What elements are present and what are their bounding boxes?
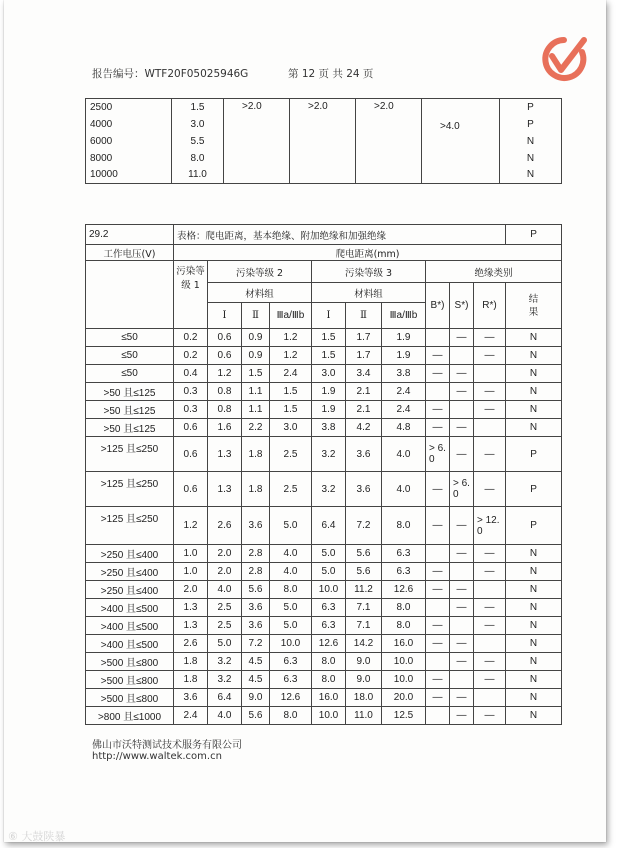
value-cell: —	[426, 635, 450, 653]
value-cell: 0.9	[242, 329, 270, 347]
table-row	[86, 99, 562, 116]
value-cell: —	[426, 365, 450, 383]
material-iii: Ⅲa/Ⅲb	[270, 303, 312, 329]
value-cell: 2.0	[174, 581, 208, 599]
result-cell: P	[506, 507, 562, 545]
value-cell: 2.4	[174, 707, 208, 725]
value-cell: 3.6	[346, 472, 382, 507]
value-cell	[450, 347, 474, 365]
value-cell: —	[426, 617, 450, 635]
value-cell: > 12. 0	[474, 507, 506, 545]
value-cell: 5.0	[270, 507, 312, 545]
pollution-degree-2-header: 污染等级 2	[208, 261, 312, 283]
value-cell: 3.8	[312, 419, 346, 437]
value-cell: 1.7	[346, 329, 382, 347]
value-cell: —	[450, 383, 474, 401]
value-cell: —	[426, 347, 450, 365]
voltage-cell: 6000	[86, 133, 172, 150]
value-cell: —	[426, 671, 450, 689]
value-cell: 6.3	[312, 599, 346, 617]
value-cell: 2.6	[208, 507, 242, 545]
value-cell: 2.5	[208, 617, 242, 635]
voltage-cell: 8000	[86, 150, 172, 167]
result-cell: N	[506, 545, 562, 563]
value-cell: 1.0	[174, 545, 208, 563]
value-cell: —	[474, 653, 506, 671]
value-cell: —	[426, 401, 450, 419]
value-cell: 8.0	[382, 599, 426, 617]
clause-number: 29.2	[86, 225, 174, 245]
voltage-cell: >500 且≤800	[86, 653, 174, 671]
value-cell: 7.2	[242, 635, 270, 653]
value-cell: 4.0	[270, 563, 312, 581]
value-cell: —	[426, 689, 450, 707]
report-number: 报告编号：WTF20F05025946G	[92, 68, 249, 80]
threshold-cell: >2.0	[356, 99, 422, 184]
value-cell	[474, 365, 506, 383]
table-row	[86, 329, 562, 347]
value-cell: 8.0	[312, 671, 346, 689]
value-cell: 12.6	[270, 689, 312, 707]
table-row	[86, 401, 562, 419]
value-cell: —	[450, 653, 474, 671]
value-cell: 1.3	[208, 437, 242, 472]
value-cell	[426, 599, 450, 617]
value-cell: —	[450, 707, 474, 725]
value-cell: 1.8	[174, 653, 208, 671]
value-cell: —	[474, 617, 506, 635]
value-cell: —	[474, 707, 506, 725]
value-cell: 18.0	[346, 689, 382, 707]
value-cell: —	[474, 437, 506, 472]
value-cell: 0.2	[174, 329, 208, 347]
result-cell: N	[506, 365, 562, 383]
value-cell: 5.6	[346, 545, 382, 563]
value-cell: —	[474, 472, 506, 507]
value-cell: 12.6	[382, 581, 426, 599]
result-cell: N	[506, 671, 562, 689]
value-cell: 0.6	[174, 472, 208, 507]
value-cell: 2.0	[208, 563, 242, 581]
value-cell: 1.9	[382, 329, 426, 347]
value-cell: 1.6	[208, 419, 242, 437]
result-cell: N	[506, 689, 562, 707]
value-cell: 3.6	[242, 617, 270, 635]
table-row	[86, 707, 562, 725]
value-cell: 4.0	[208, 707, 242, 725]
value-cell: 1.3	[174, 599, 208, 617]
value-cell	[450, 617, 474, 635]
value-cell: 1.3	[208, 472, 242, 507]
value-cell: —	[474, 545, 506, 563]
threshold-cell: >2.0	[290, 99, 356, 184]
value-cell: 0.3	[174, 401, 208, 419]
value-cell: 4.0	[270, 545, 312, 563]
result-cell: N	[500, 133, 562, 150]
voltage-cell: >125 且≤250	[86, 437, 174, 472]
value-cell: 16.0	[382, 635, 426, 653]
value-cell: 12.5	[382, 707, 426, 725]
value-cell: 6.3	[382, 545, 426, 563]
value-cell: 1.7	[346, 347, 382, 365]
value-cell: 6.4	[312, 507, 346, 545]
value-cell: 0.6	[208, 347, 242, 365]
voltage-cell: >500 且≤800	[86, 671, 174, 689]
table-verdict: P	[506, 225, 562, 245]
material-i: Ⅰ	[208, 303, 242, 329]
value-cell: 1.5	[242, 365, 270, 383]
table-row	[86, 419, 562, 437]
value-cell: 10.0	[382, 653, 426, 671]
value-cell: 0.6	[208, 329, 242, 347]
value-cell: 0.8	[208, 401, 242, 419]
value-cell	[474, 689, 506, 707]
value-cell: 3.0	[172, 116, 224, 133]
value-cell: 7.1	[346, 599, 382, 617]
value-cell: 1.3	[174, 617, 208, 635]
value-cell	[426, 707, 450, 725]
working-voltage-header: 工作电压(V)	[86, 245, 174, 261]
value-cell: 2.1	[346, 383, 382, 401]
value-cell: 1.5	[312, 329, 346, 347]
value-cell: 1.9	[312, 383, 346, 401]
value-cell: 0.3	[174, 383, 208, 401]
value-cell	[450, 563, 474, 581]
value-cell: —	[450, 419, 474, 437]
value-cell: 7.1	[346, 617, 382, 635]
value-cell: 8.0	[382, 507, 426, 545]
value-cell: 1.5	[312, 347, 346, 365]
value-cell: 1.8	[174, 671, 208, 689]
threshold-cell: >2.0	[224, 99, 290, 184]
value-cell: 5.6	[346, 563, 382, 581]
value-cell: 4.5	[242, 653, 270, 671]
value-cell: 3.2	[208, 671, 242, 689]
value-cell: 2.2	[242, 419, 270, 437]
voltage-cell: ≤50	[86, 365, 174, 383]
voltage-cell: >250 且≤400	[86, 563, 174, 581]
value-cell: 9.0	[346, 671, 382, 689]
value-cell: 2.6	[174, 635, 208, 653]
table-row	[86, 653, 562, 671]
table-row	[86, 507, 562, 545]
table-row	[86, 472, 562, 507]
table-row	[86, 347, 562, 365]
value-cell: 3.2	[312, 437, 346, 472]
result-cell: N	[506, 329, 562, 347]
value-cell: 0.2	[174, 347, 208, 365]
voltage-cell: >250 且≤400	[86, 581, 174, 599]
result-cell: N	[506, 347, 562, 365]
value-cell: 0.8	[208, 383, 242, 401]
value-cell	[426, 329, 450, 347]
value-cell: 5.0	[270, 617, 312, 635]
material-group-header: 材料组	[312, 283, 426, 303]
result-cell: P	[500, 99, 562, 116]
table-row	[86, 599, 562, 617]
material-iii: Ⅲa/Ⅲb	[382, 303, 426, 329]
table-row	[86, 437, 562, 472]
value-cell: 1.8	[242, 472, 270, 507]
value-cell: —	[426, 472, 450, 507]
value-cell: —	[450, 437, 474, 472]
value-cell: 2.5	[208, 599, 242, 617]
value-cell: 5.0	[312, 563, 346, 581]
value-cell: 1.5	[270, 401, 312, 419]
value-cell: 4.2	[346, 419, 382, 437]
result-cell: N	[506, 635, 562, 653]
material-i: Ⅰ	[312, 303, 346, 329]
table-row	[86, 581, 562, 599]
basic-insulation-header: B*)	[426, 283, 450, 329]
company-url: http://www.waltek.com.cn	[92, 751, 222, 762]
value-cell: 1.5	[172, 99, 224, 116]
value-cell: 4.5	[242, 671, 270, 689]
result-cell: N	[500, 167, 562, 184]
voltage-cell: >250 且≤400	[86, 545, 174, 563]
value-cell: 2.0	[208, 545, 242, 563]
value-cell: 3.6	[242, 599, 270, 617]
value-cell: 10.0	[312, 581, 346, 599]
value-cell: 2.4	[382, 383, 426, 401]
value-cell	[450, 671, 474, 689]
value-cell	[474, 581, 506, 599]
value-cell: 1.8	[242, 437, 270, 472]
value-cell: 6.3	[312, 617, 346, 635]
value-cell: 1.9	[312, 401, 346, 419]
voltage-cell: >50 且≤125	[86, 383, 174, 401]
value-cell: 2.8	[242, 563, 270, 581]
result-cell: N	[506, 653, 562, 671]
value-cell: 1.5	[270, 383, 312, 401]
value-cell: 1.2	[270, 329, 312, 347]
value-cell: 1.9	[382, 347, 426, 365]
value-cell: 0.6	[174, 419, 208, 437]
value-cell: 3.6	[242, 507, 270, 545]
voltage-cell: >500 且≤800	[86, 689, 174, 707]
reinforced-insulation-header: R*)	[474, 283, 506, 329]
continuation-table	[85, 98, 562, 184]
voltage-cell: >400 且≤500	[86, 617, 174, 635]
voltage-cell: >800 且≤1000	[86, 707, 174, 725]
value-cell: 5.0	[270, 599, 312, 617]
value-cell	[474, 635, 506, 653]
material-ii: Ⅱ	[346, 303, 382, 329]
value-cell: —	[474, 383, 506, 401]
value-cell: 12.6	[312, 635, 346, 653]
supplementary-insulation-header: S*)	[450, 283, 474, 329]
material-ii: Ⅱ	[242, 303, 270, 329]
result-cell: N	[506, 581, 562, 599]
result-cell: P	[506, 437, 562, 472]
result-cell: N	[506, 419, 562, 437]
table-row	[86, 689, 562, 707]
value-cell: 6.3	[270, 671, 312, 689]
value-cell: 6.3	[270, 653, 312, 671]
value-cell: 1.0	[174, 563, 208, 581]
value-cell: 3.2	[312, 472, 346, 507]
value-cell: 0.6	[174, 437, 208, 472]
value-cell: 3.6	[174, 689, 208, 707]
value-cell: —	[450, 599, 474, 617]
table-row	[86, 563, 562, 581]
table-row	[86, 635, 562, 653]
value-cell: 0.9	[242, 347, 270, 365]
pollution-degree-1-header: 污染等级 1	[174, 261, 208, 329]
result-cell: N	[506, 401, 562, 419]
value-cell: —	[450, 545, 474, 563]
value-cell: 6.3	[382, 563, 426, 581]
value-cell: 5.6	[242, 581, 270, 599]
value-cell: 4.0	[382, 472, 426, 507]
value-cell: 4.0	[208, 581, 242, 599]
result-cell: P	[500, 116, 562, 133]
value-cell	[426, 545, 450, 563]
value-cell	[426, 383, 450, 401]
value-cell: —	[426, 581, 450, 599]
table-row	[86, 365, 562, 383]
value-cell: 9.0	[346, 653, 382, 671]
value-cell: 5.0	[312, 545, 346, 563]
result-header: 结果	[506, 283, 562, 329]
company-name: 佛山市沃特测试技术服务有限公司	[92, 740, 242, 751]
value-cell: —	[450, 581, 474, 599]
value-cell: —	[426, 419, 450, 437]
voltage-cell: ≤50	[86, 347, 174, 365]
voltage-cell: 10000	[86, 167, 172, 184]
value-cell: 7.2	[346, 507, 382, 545]
insulation-type-header: 绝缘类别	[426, 261, 562, 283]
value-cell: 10.0	[270, 635, 312, 653]
value-cell: —	[426, 507, 450, 545]
value-cell: —	[474, 329, 506, 347]
value-cell: 3.4	[346, 365, 382, 383]
value-cell: 1.2	[174, 507, 208, 545]
value-cell: 5.5	[172, 133, 224, 150]
value-cell: 3.2	[208, 653, 242, 671]
value-cell: 3.0	[270, 419, 312, 437]
voltage-cell: >50 且≤125	[86, 401, 174, 419]
value-cell: 3.8	[382, 365, 426, 383]
value-cell: 2.4	[382, 401, 426, 419]
value-cell: 8.0	[172, 150, 224, 167]
value-cell: 9.0	[242, 689, 270, 707]
value-cell: —	[474, 401, 506, 419]
voltage-cell: >400 且≤500	[86, 599, 174, 617]
value-cell: —	[450, 507, 474, 545]
voltage-cell: >125 且≤250	[86, 507, 174, 545]
value-cell: —	[450, 689, 474, 707]
voltage-cell: 2500	[86, 99, 172, 116]
voltage-cell: >125 且≤250	[86, 472, 174, 507]
value-cell: 14.2	[346, 635, 382, 653]
value-cell: 11.0	[346, 707, 382, 725]
value-cell: —	[450, 365, 474, 383]
page-number: 第 12 页 共 24 页	[288, 68, 374, 80]
value-cell: —	[426, 563, 450, 581]
threshold-cell: >4.0	[422, 99, 500, 184]
value-cell: 10.0	[382, 671, 426, 689]
voltage-cell: ≤50	[86, 329, 174, 347]
table-row	[86, 545, 562, 563]
voltage-cell: >50 且≤125	[86, 419, 174, 437]
value-cell: 0.4	[174, 365, 208, 383]
value-cell: > 6.0	[450, 472, 474, 507]
value-cell: 1.1	[242, 401, 270, 419]
value-cell: 10.0	[312, 707, 346, 725]
voltage-cell: 4000	[86, 116, 172, 133]
creepage-header: 爬电距离(mm)	[174, 245, 562, 261]
result-cell: N	[506, 617, 562, 635]
value-cell: 20.0	[382, 689, 426, 707]
value-cell: 4.0	[382, 437, 426, 472]
value-cell: 8.0	[312, 653, 346, 671]
value-cell: 16.0	[312, 689, 346, 707]
table-title: 表格：爬电距离，基本绝缘、附加绝缘和加强绝缘	[174, 225, 506, 245]
value-cell: 2.1	[346, 401, 382, 419]
value-cell: 1.2	[208, 365, 242, 383]
value-cell: 8.0	[270, 707, 312, 725]
value-cell: 1.2	[270, 347, 312, 365]
result-cell: N	[506, 707, 562, 725]
value-cell: 3.6	[346, 437, 382, 472]
value-cell: —	[474, 671, 506, 689]
table-row	[86, 671, 562, 689]
value-cell	[450, 401, 474, 419]
pollution-degree-3-header: 污染等级 3	[312, 261, 426, 283]
result-cell: N	[500, 150, 562, 167]
value-cell: —	[450, 635, 474, 653]
value-cell: 5.0	[208, 635, 242, 653]
value-cell: 4.8	[382, 419, 426, 437]
table-row	[86, 617, 562, 635]
voltage-cell: >400 且≤500	[86, 635, 174, 653]
value-cell: 11.0	[172, 167, 224, 184]
value-cell: 2.5	[270, 472, 312, 507]
value-cell: —	[474, 563, 506, 581]
value-cell: —	[450, 329, 474, 347]
result-cell: P	[506, 472, 562, 507]
value-cell: 2.4	[270, 365, 312, 383]
value-cell	[474, 419, 506, 437]
value-cell: 6.4	[208, 689, 242, 707]
value-cell: 2.5	[270, 437, 312, 472]
value-cell: 3.0	[312, 365, 346, 383]
value-cell: 1.1	[242, 383, 270, 401]
result-cell: N	[506, 383, 562, 401]
value-cell: > 6.0	[426, 437, 450, 472]
value-cell: —	[474, 599, 506, 617]
result-cell: N	[506, 563, 562, 581]
material-group-header: 材料组	[208, 283, 312, 303]
result-cell: N	[506, 599, 562, 617]
value-cell: 8.0	[270, 581, 312, 599]
checkmark-circle-logo-icon	[538, 34, 590, 84]
value-cell: 8.0	[382, 617, 426, 635]
creepage-table	[85, 224, 562, 725]
value-cell	[426, 653, 450, 671]
watermark: ⑥ 大鼓陕暴	[8, 830, 66, 843]
value-cell: 5.6	[242, 707, 270, 725]
value-cell: 2.8	[242, 545, 270, 563]
table-row	[86, 383, 562, 401]
value-cell: 11.2	[346, 581, 382, 599]
value-cell: —	[474, 347, 506, 365]
